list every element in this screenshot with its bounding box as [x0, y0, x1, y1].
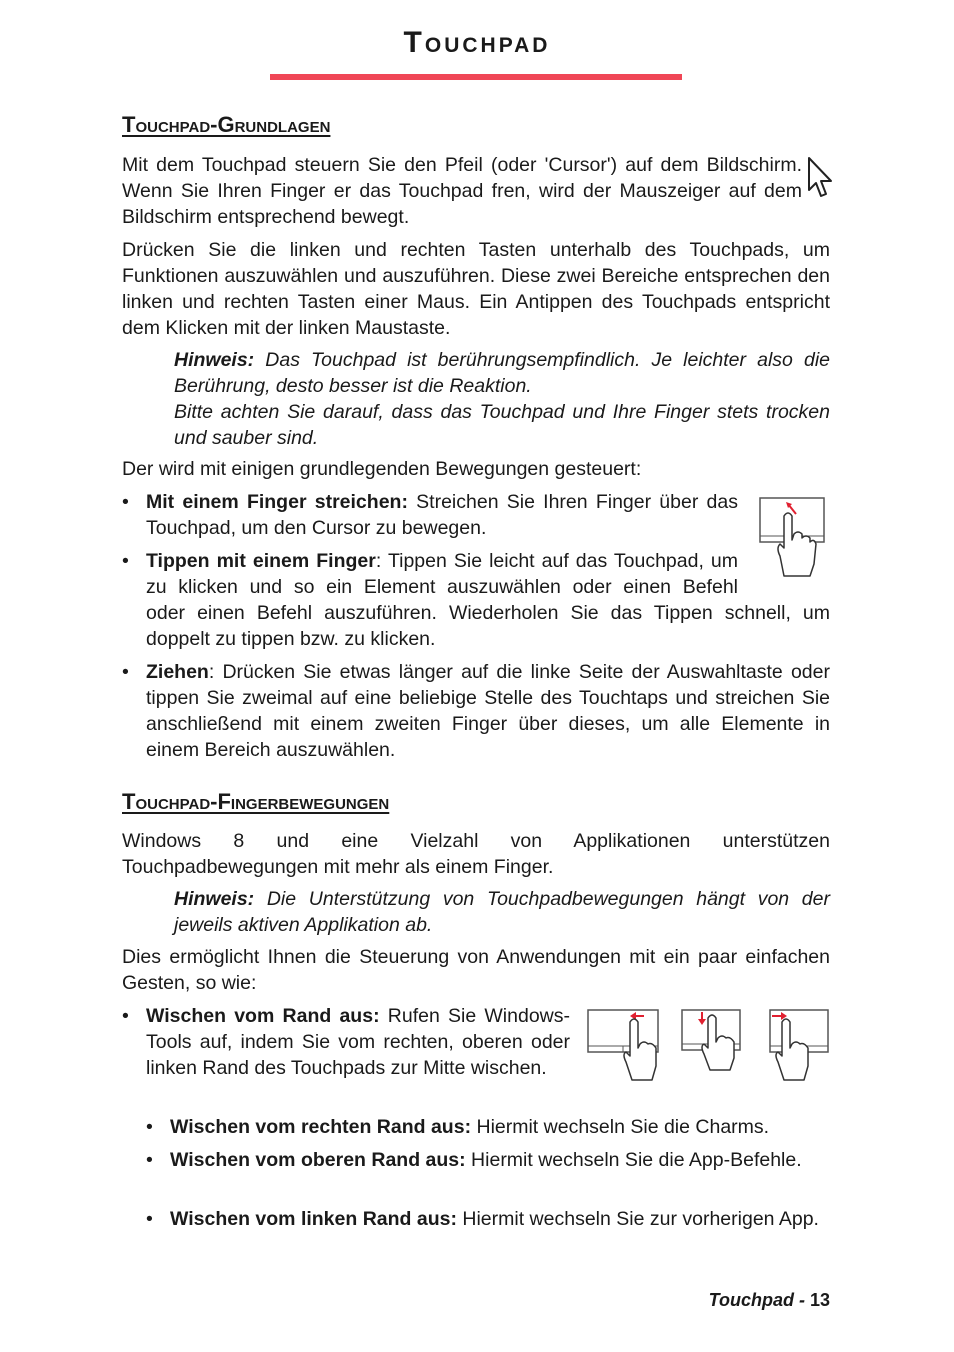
note-sensitivity [174, 347, 830, 399]
swipe-from-top-icon [680, 1008, 744, 1072]
sub-bullet-right-edge [170, 1114, 830, 1140]
paragraph-cursor-intro: Mit dem Touchpad steuern Sie den Pfeil (oder 'Cursor') auf dem Bildschirm. Wenn Sie Ihren Finger er das Touchpad fren, wird der Mauszeiger auf dem Bildschirm entsprechend bewegt. [122, 154, 802, 228]
note-dry: Bitte achten Sie darauf, dass das Touchpad und Ihre Finger stets trocken und sauber sind. [174, 401, 830, 449]
bullet-glyph: • [122, 550, 129, 572]
note-text: Das Touchpad ist berührungsempfindlich. Je leichter also die Berührung, desto besser ist die Reaktion. [174, 349, 830, 397]
paragraph-gestures-list-intro: Dies ermöglicht Ihnen die Steuerung von Anwendungen mit ein paar einfachen Gesten, so wie: [122, 946, 830, 994]
cursor-arrow-icon [806, 156, 834, 200]
sub-bullet-glyph: • [146, 1149, 153, 1171]
bullet-edge-swipe [146, 1003, 570, 1081]
sub-bullet-right-edge-text: Hiermit wechseln Sie die Charms. [471, 1116, 770, 1138]
footer-label: Touchpad - [708, 1290, 805, 1310]
section-heading-gestures: Touchpad-Fingerbewegungen [122, 789, 390, 814]
sub-bullet-top-edge [170, 1147, 830, 1173]
sub-bullet-top-edge-label: Wischen vom oberen Rand aus: [170, 1149, 466, 1171]
paragraph-windows8: Windows 8 und eine Vielzahl von Applikationen unterstützen Touchpadbewegungen mit mehr als einem Finger. [122, 830, 830, 878]
section-heading-basics: Touchpad-Grundlagen [122, 112, 331, 137]
sub-bullet-glyph: • [146, 1116, 153, 1138]
sub-bullet-left-edge [170, 1206, 830, 1232]
bullet-tap-text-continued: oder einen Befehl auszuführen. Wiederholen Sie das Tippen schnell, um doppelt zu tippen bzw. zu klicken. [146, 602, 830, 650]
note-support [174, 886, 830, 938]
note-label: Hinweis: [174, 888, 255, 910]
bullet-drag-text: : Drücken Sie etwas länger auf die linke Seite der Auswahltaste oder tippen Sie zweimal auf eine beliebige Stelle des Touchtaps und streichen Sie anschließend mit einem zweiten Finger über dieses, um alle Elemente in einem Bereich auszuwählen. [146, 661, 830, 761]
page-footer [709, 1290, 830, 1311]
bullet-swipe [146, 489, 738, 541]
one-finger-swipe-icon [758, 496, 828, 578]
bullet-glyph: • [122, 1005, 129, 1027]
swipe-from-left-icon [768, 1008, 832, 1082]
page-number: 13 [809, 1290, 830, 1310]
sub-bullet-right-edge-label: Wischen vom rechten Rand aus: [170, 1116, 472, 1138]
bullet-tap-text-top [146, 548, 738, 600]
bullet-edge-swipe-text: Rufen Sie Windows-Tools auf, indem Sie vom rechten, oberen oder linken Rand des Touchpads zur Mitte wischen. [146, 1005, 570, 1079]
bullet-edge-swipe-label: Wischen vom Rand aus: [146, 1005, 380, 1027]
bullet-glyph: • [122, 491, 129, 513]
sub-bullet-glyph: • [146, 1208, 153, 1230]
sub-bullet-left-edge-text: Hiermit wechseln Sie zur vorherigen App. [456, 1208, 819, 1230]
swipe-from-right-icon [586, 1008, 662, 1082]
bullet-swipe-label: Mit einem Finger streichen: [146, 491, 408, 513]
paragraph-gestures-intro: Der wird mit einigen grundlegenden Bewegungen gesteuert: [122, 458, 642, 480]
page-title: Touchpad [403, 26, 551, 59]
bullet-drag-label: Ziehen [146, 661, 209, 683]
paragraph-buttons: Drücken Sie die linken und rechten Tasten unterhalb des Touchpads, um Funktionen auszuwählen und auszuführen. Diese zwei Bereiche entsprechen den linken und rechten Tasten einer Maus. Ein Antippen des Touchpads entspricht dem Klicken mit der linken Maustaste. [122, 239, 830, 339]
bullet-tap-label: Tippen mit einem Finger [146, 550, 376, 572]
sub-bullet-left-edge-label: Wischen vom linken Rand aus: [170, 1208, 457, 1230]
bullet-tap-text: : Tippen Sie leicht auf das Touchpad, um zu klicken und so ein Element auszuwählen oder einen Befehl [146, 550, 738, 598]
bullet-drag [146, 659, 830, 763]
sub-bullet-top-edge-text: Hiermit wechseln Sie die App-Befehle. [465, 1149, 802, 1171]
title-rule [270, 74, 682, 80]
bullet-glyph: • [122, 661, 129, 683]
note-label: Hinweis: [174, 349, 255, 371]
bullet-swipe-text: Streichen Sie Ihren Finger über das Touchpad, um den Cursor zu bewegen. [146, 491, 738, 539]
note-text: Die Unterstützung von Touchpadbewegungen hängt von der jeweils aktiven Applikation ab. [174, 888, 830, 936]
